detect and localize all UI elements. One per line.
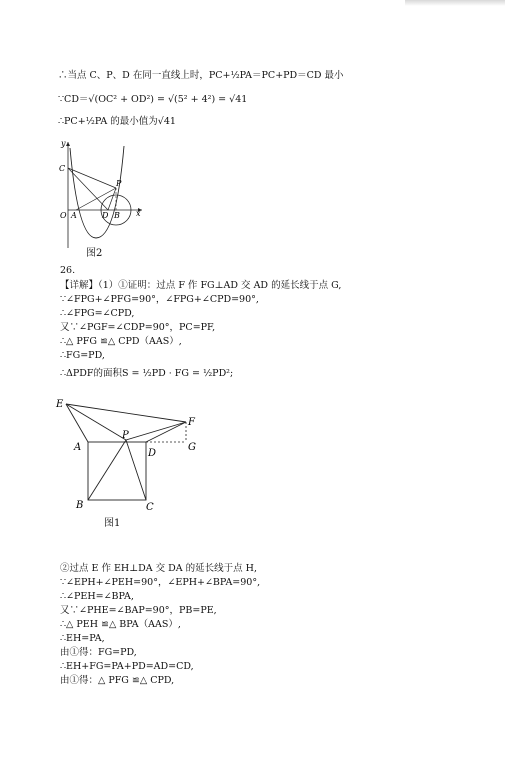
text-line: ∵CD＝√(OC² + OD²) = √(5² + 4²) = √41 — [58, 94, 248, 105]
text-line: ∴FG=PD, — [60, 350, 105, 361]
text-line: 由①得：FG=PD, — [60, 647, 137, 658]
text-line: ∴PC+½PA 的最小值为√41 — [58, 116, 176, 127]
text-line: 【详解】（1）①证明：过点 F 作 FG⊥AD 交 AD 的延长线于点 G, — [60, 280, 342, 291]
text-line: 由①得：△ PFG ≌△ CPD, — [60, 675, 175, 686]
figure-2-diagram — [56, 138, 146, 250]
text-line: ∴∠PEH=∠BPA, — [60, 591, 134, 602]
point-label-o: O — [60, 211, 67, 220]
figure-1-caption: 图1 — [104, 518, 121, 529]
text-line: 又∵∠PGF=∠CDP=90°，PC=PF, — [60, 322, 216, 333]
axis-label-y: y — [61, 139, 66, 148]
text-line: ∴当点 C、P、D 在同一直线上时，PC+½PA＝PC+PD＝CD 最小 — [58, 70, 344, 81]
text-line: ∵∠FPG+∠PFG=90°，∠FPG+∠CPD=90°, — [60, 294, 259, 305]
point-label-e: E — [56, 399, 64, 410]
point-label-c: C — [146, 502, 154, 513]
point-label-f: F — [188, 417, 195, 428]
point-label-a: A — [74, 442, 82, 453]
point-label-d: D — [102, 211, 109, 220]
axis-label-x: x — [136, 209, 141, 218]
point-label-d: D — [148, 448, 157, 459]
point-label-p: P — [122, 430, 129, 441]
figure-2-caption: 图2 — [86, 248, 103, 259]
figure-1-diagram — [52, 394, 202, 514]
page-corner-shadow — [405, 0, 505, 6]
text-line: ∴EH=PA, — [60, 633, 105, 644]
point-label-b: B — [76, 500, 84, 511]
text-line: ∴ΔPDF的面积S = ½PD · FG = ½PD²; — [60, 368, 234, 379]
point-label-g: G — [188, 442, 196, 453]
point-label-a: A — [71, 211, 77, 220]
text-line: ∴△ PFG ≌△ CPD（AAS）, — [60, 336, 182, 347]
point-label-p: P — [116, 179, 122, 188]
text-line: 又∵∠PHE=∠BAP=90°，PB=PE, — [60, 605, 217, 616]
text-line: ∴EH+FG=PA+PD=AD=CD, — [60, 661, 194, 672]
point-label-b: B — [114, 211, 120, 220]
problem-number: 26. — [60, 265, 76, 276]
point-label-c: C — [59, 164, 66, 173]
text-line: ∴△ PEH ≌△ BPA（AAS）, — [60, 619, 181, 630]
text-line: ∵∠EPH+∠PEH=90°，∠EPH+∠BPA=90°, — [60, 577, 261, 588]
text-line: ∴∠FPG=∠CPD, — [60, 308, 135, 319]
text-line: ②过点 E 作 EH⊥DA 交 DA 的延长线于点 H, — [60, 563, 257, 574]
